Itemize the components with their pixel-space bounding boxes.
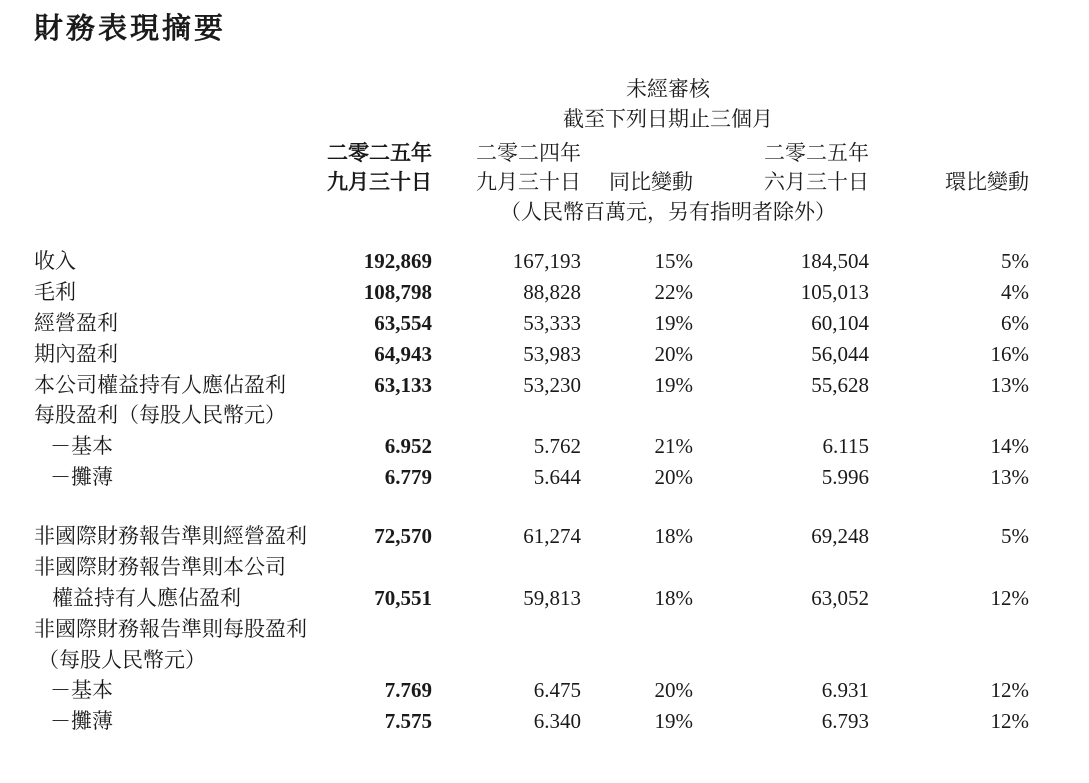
row-label: 非國際財務報告準則本公司 xyxy=(34,555,286,579)
value-yoy-change: 15% xyxy=(654,249,693,273)
value-yoy-change: 19% xyxy=(654,373,693,397)
row-label: 非國際財務報告準則經營盈利 xyxy=(34,524,307,548)
value-yoy-change: 19% xyxy=(654,311,693,335)
row-label: －基本 xyxy=(50,678,113,702)
value-2024-sep: 6.475 xyxy=(533,678,581,702)
value-2025-jun: 56,044 xyxy=(811,342,869,366)
table-row xyxy=(0,462,1089,492)
table-row xyxy=(0,246,1089,276)
table-row xyxy=(0,552,1089,582)
col4-header-line1: 二零二五年 xyxy=(764,141,869,165)
value-2024-sep: 53,983 xyxy=(523,342,581,366)
table-row xyxy=(0,339,1089,369)
value-yoy-change: 18% xyxy=(654,586,693,610)
col2-header-line1: 二零二四年 xyxy=(476,141,581,165)
page-title: 財務表現摘要 xyxy=(34,11,227,45)
row-label: （每股人民幣元） xyxy=(38,648,206,672)
value-2025-sep: 6.779 xyxy=(384,465,432,489)
value-2025-jun: 6.115 xyxy=(822,434,869,458)
col4-header-line2: 六月三十日 xyxy=(764,170,869,194)
value-yoy-change: 20% xyxy=(654,342,693,366)
value-2025-jun: 5.996 xyxy=(821,465,869,489)
row-label: －基本 xyxy=(50,434,113,458)
value-2025-sep: 108,798 xyxy=(363,280,432,304)
table-row xyxy=(0,431,1089,461)
value-yoy-change: 19% xyxy=(654,709,693,733)
value-2025-sep: 64,943 xyxy=(374,342,432,366)
value-2024-sep: 167,193 xyxy=(512,249,581,273)
value-yoy-change: 22% xyxy=(654,280,693,304)
table-row xyxy=(0,277,1089,307)
value-qoq-change: 12% xyxy=(990,709,1029,733)
value-2025-jun: 184,504 xyxy=(800,249,869,273)
unaudited-header: 未經審核 xyxy=(626,77,710,101)
value-yoy-change: 20% xyxy=(654,465,693,489)
col1-header-line1: 二零二五年 xyxy=(327,141,432,165)
value-2024-sep: 59,813 xyxy=(523,586,581,610)
value-2024-sep: 5.762 xyxy=(533,434,581,458)
value-2025-jun: 6.931 xyxy=(821,678,869,702)
value-qoq-change: 4% xyxy=(1001,280,1029,304)
value-2025-jun: 105,013 xyxy=(800,280,869,304)
value-qoq-change: 12% xyxy=(990,586,1029,610)
value-yoy-change: 21% xyxy=(654,434,693,458)
value-2025-sep: 63,554 xyxy=(374,311,432,335)
value-2025-jun: 69,248 xyxy=(811,524,869,548)
row-label: 權益持有人應佔盈利 xyxy=(52,586,241,610)
value-2025-sep: 72,570 xyxy=(374,524,432,548)
table-row xyxy=(0,614,1089,644)
value-2024-sep: 88,828 xyxy=(523,280,581,304)
value-qoq-change: 5% xyxy=(1001,249,1029,273)
value-2025-sep: 6.952 xyxy=(384,434,432,458)
row-label: －攤薄 xyxy=(50,709,113,733)
table-row xyxy=(0,308,1089,338)
row-label: －攤薄 xyxy=(50,465,113,489)
value-qoq-change: 13% xyxy=(990,465,1029,489)
row-label: 每股盈利（每股人民幣元） xyxy=(34,403,286,427)
table-row xyxy=(0,706,1089,736)
col3-header: 同比變動 xyxy=(609,170,693,194)
row-label: 經營盈利 xyxy=(34,311,118,335)
table-row xyxy=(0,370,1089,400)
value-2024-sep: 53,230 xyxy=(523,373,581,397)
row-label: 毛利 xyxy=(34,280,76,304)
value-yoy-change: 20% xyxy=(654,678,693,702)
value-2024-sep: 6.340 xyxy=(533,709,581,733)
value-2025-sep: 7.769 xyxy=(384,678,432,702)
value-2025-sep: 70,551 xyxy=(374,586,432,610)
table-row xyxy=(0,400,1089,430)
value-qoq-change: 16% xyxy=(990,342,1029,366)
period-header: 截至下列日期止三個月 xyxy=(563,107,773,131)
value-qoq-change: 5% xyxy=(1001,524,1029,548)
value-2025-jun: 6.793 xyxy=(821,709,869,733)
row-label: 本公司權益持有人應佔盈利 xyxy=(34,373,286,397)
col1-header-line2: 九月三十日 xyxy=(327,170,432,194)
value-qoq-change: 14% xyxy=(990,434,1029,458)
value-qoq-change: 13% xyxy=(990,373,1029,397)
row-label: 非國際財務報告準則每股盈利 xyxy=(34,617,307,641)
units-note: （人民幣百萬元，另有指明者除外） xyxy=(500,200,836,224)
value-2025-jun: 63,052 xyxy=(811,586,869,610)
table-row xyxy=(0,645,1089,675)
value-qoq-change: 12% xyxy=(990,678,1029,702)
table-row xyxy=(0,675,1089,705)
row-label: 期內盈利 xyxy=(34,342,118,366)
value-2025-jun: 60,104 xyxy=(811,311,869,335)
table-row xyxy=(0,521,1089,551)
value-2025-jun: 55,628 xyxy=(811,373,869,397)
value-2024-sep: 53,333 xyxy=(523,311,581,335)
value-2025-sep: 63,133 xyxy=(374,373,432,397)
value-2025-sep: 7.575 xyxy=(384,709,432,733)
row-label: 收入 xyxy=(34,249,76,273)
value-2024-sep: 5.644 xyxy=(533,465,581,489)
col5-header: 環比變動 xyxy=(945,170,1029,194)
value-qoq-change: 6% xyxy=(1001,311,1029,335)
value-2024-sep: 61,274 xyxy=(523,524,581,548)
value-yoy-change: 18% xyxy=(654,524,693,548)
value-2025-sep: 192,869 xyxy=(363,249,432,273)
col2-header-line2: 九月三十日 xyxy=(476,170,581,194)
table-row xyxy=(0,583,1089,613)
